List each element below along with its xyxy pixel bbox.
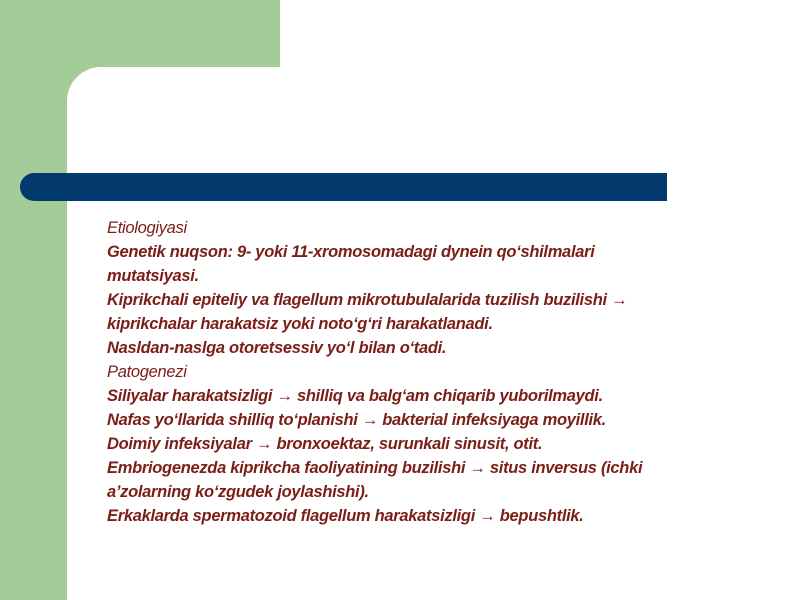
etiology-heading: Etiologiyasi [107, 219, 187, 237]
pathogenesis-line: Embriogenezda kiprikcha faoliyatining buzilishi → situs inversus (ichki a’zolarning ko‘zgudek joylashishi). [107, 459, 643, 501]
etiology-line: Nasldan-naslga otoretsessiv yo‘l bilan o‘tadi. [107, 339, 447, 357]
pathogenesis-line: Erkaklarda spermatozoid flagellum harakatsizligi → bepushtlik. [107, 507, 584, 525]
etiology-line: Genetik nuqson: 9- yoki 11-xromosomadagi dynein qo‘shilmalari mutatsiyasi. [107, 243, 595, 285]
slide-text [107, 216, 682, 528]
pathogenesis-heading: Patogenezi [107, 363, 187, 381]
title-bar [20, 173, 667, 201]
pathogenesis-line: Siliyalar harakatsizligi → shilliq va balg‘am chiqarib yuborilmaydi. [107, 387, 603, 405]
pathogenesis-line: Doimiy infeksiyalar → bronxoektaz, surunkali sinusit, otit. [107, 435, 543, 453]
pathogenesis-line: Nafas yo‘llarida shilliq to‘planishi → bakterial infeksiyaga moyillik. [107, 411, 606, 429]
etiology-line: Kiprikchali epiteliy va flagellum mikrotubulalarida tuzilish buzilishi → kiprikchalar harakatsiz yoki noto‘g‘ri harakatlanadi. [107, 291, 628, 333]
